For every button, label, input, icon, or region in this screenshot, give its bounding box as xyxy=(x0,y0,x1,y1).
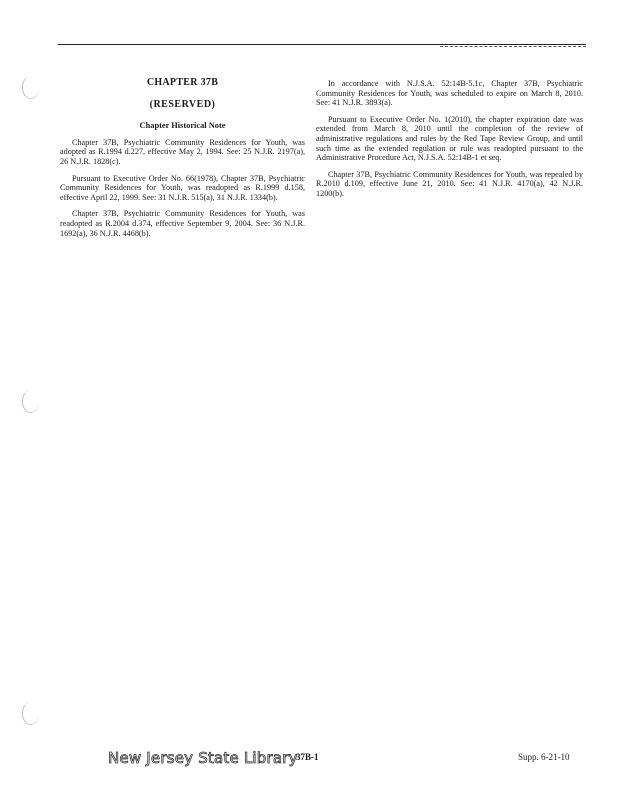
reserved-label: (RESERVED) xyxy=(149,98,216,110)
top-rule-dash xyxy=(440,46,586,47)
paragraph: Chapter 37B, Psychiatric Community Residences for Youth, was adopted as R.1994 d.227, effective May 2, 1994. See: 25 N.J.R. 2197(a), 26 N.J.R. 1828(c). xyxy=(60,137,305,166)
left-column xyxy=(60,78,305,245)
paragraph: Pursuant to Executive Order No. 66(1978), Chapter 37B, Psychiatric Community Residences for Youth, was readopted as R.1999 d.158, effective April 22, 1999. See: 31 N.J.R. 515(a), 31 N.J.R. 1334(b). xyxy=(60,173,305,202)
punch-hole-mark xyxy=(22,702,39,725)
paragraph: Pursuant to Executive Order No. 1(2010), the chapter expiration date was extended from March 8, 2010 until the completion of the review of administrative regulations and rules by the Red Tape Review Group, and until such time as the extended regulation or rule was readopted pursuant to the Administrative Procedure Act, N.J.S.A. 52:14B-1 et seq. xyxy=(316,114,583,163)
paragraph: In accordance with N.J.S.A. 52:14B-5.1c, Chapter 37B, Psychiatric Community Residences for Youth, was scheduled to expire on March 8, 2010. See: 41 N.J.R. 3893(a). xyxy=(316,79,583,108)
top-rule xyxy=(58,44,586,45)
paragraph: Chapter 37B, Psychiatric Community Residences for Youth, was repealed by R.2010 d.109, effective June 21, 2010. See: 41 N.J.R. 4170(a), 42 N.J.R. 1200(b). xyxy=(316,169,583,198)
punch-hole-mark xyxy=(22,390,39,413)
right-column xyxy=(316,79,583,206)
library-stamp: New Jersey State Library xyxy=(108,749,298,767)
punch-hole-mark xyxy=(22,76,39,99)
page-number: 37B-1 xyxy=(296,752,319,762)
paragraph: Chapter 37B, Psychiatric Community Residences for Youth, was readopted as R.2004 d.374, effective September 9, 2004. See: 36 N.J.R. 1692(a), 36 N.J.R. 4468(b). xyxy=(60,209,305,238)
historical-note-heading: Chapter Historical Note xyxy=(139,121,226,131)
supplement-date: Supp. 6-21-10 xyxy=(518,752,570,762)
chapter-title: CHAPTER 37B xyxy=(146,77,219,88)
